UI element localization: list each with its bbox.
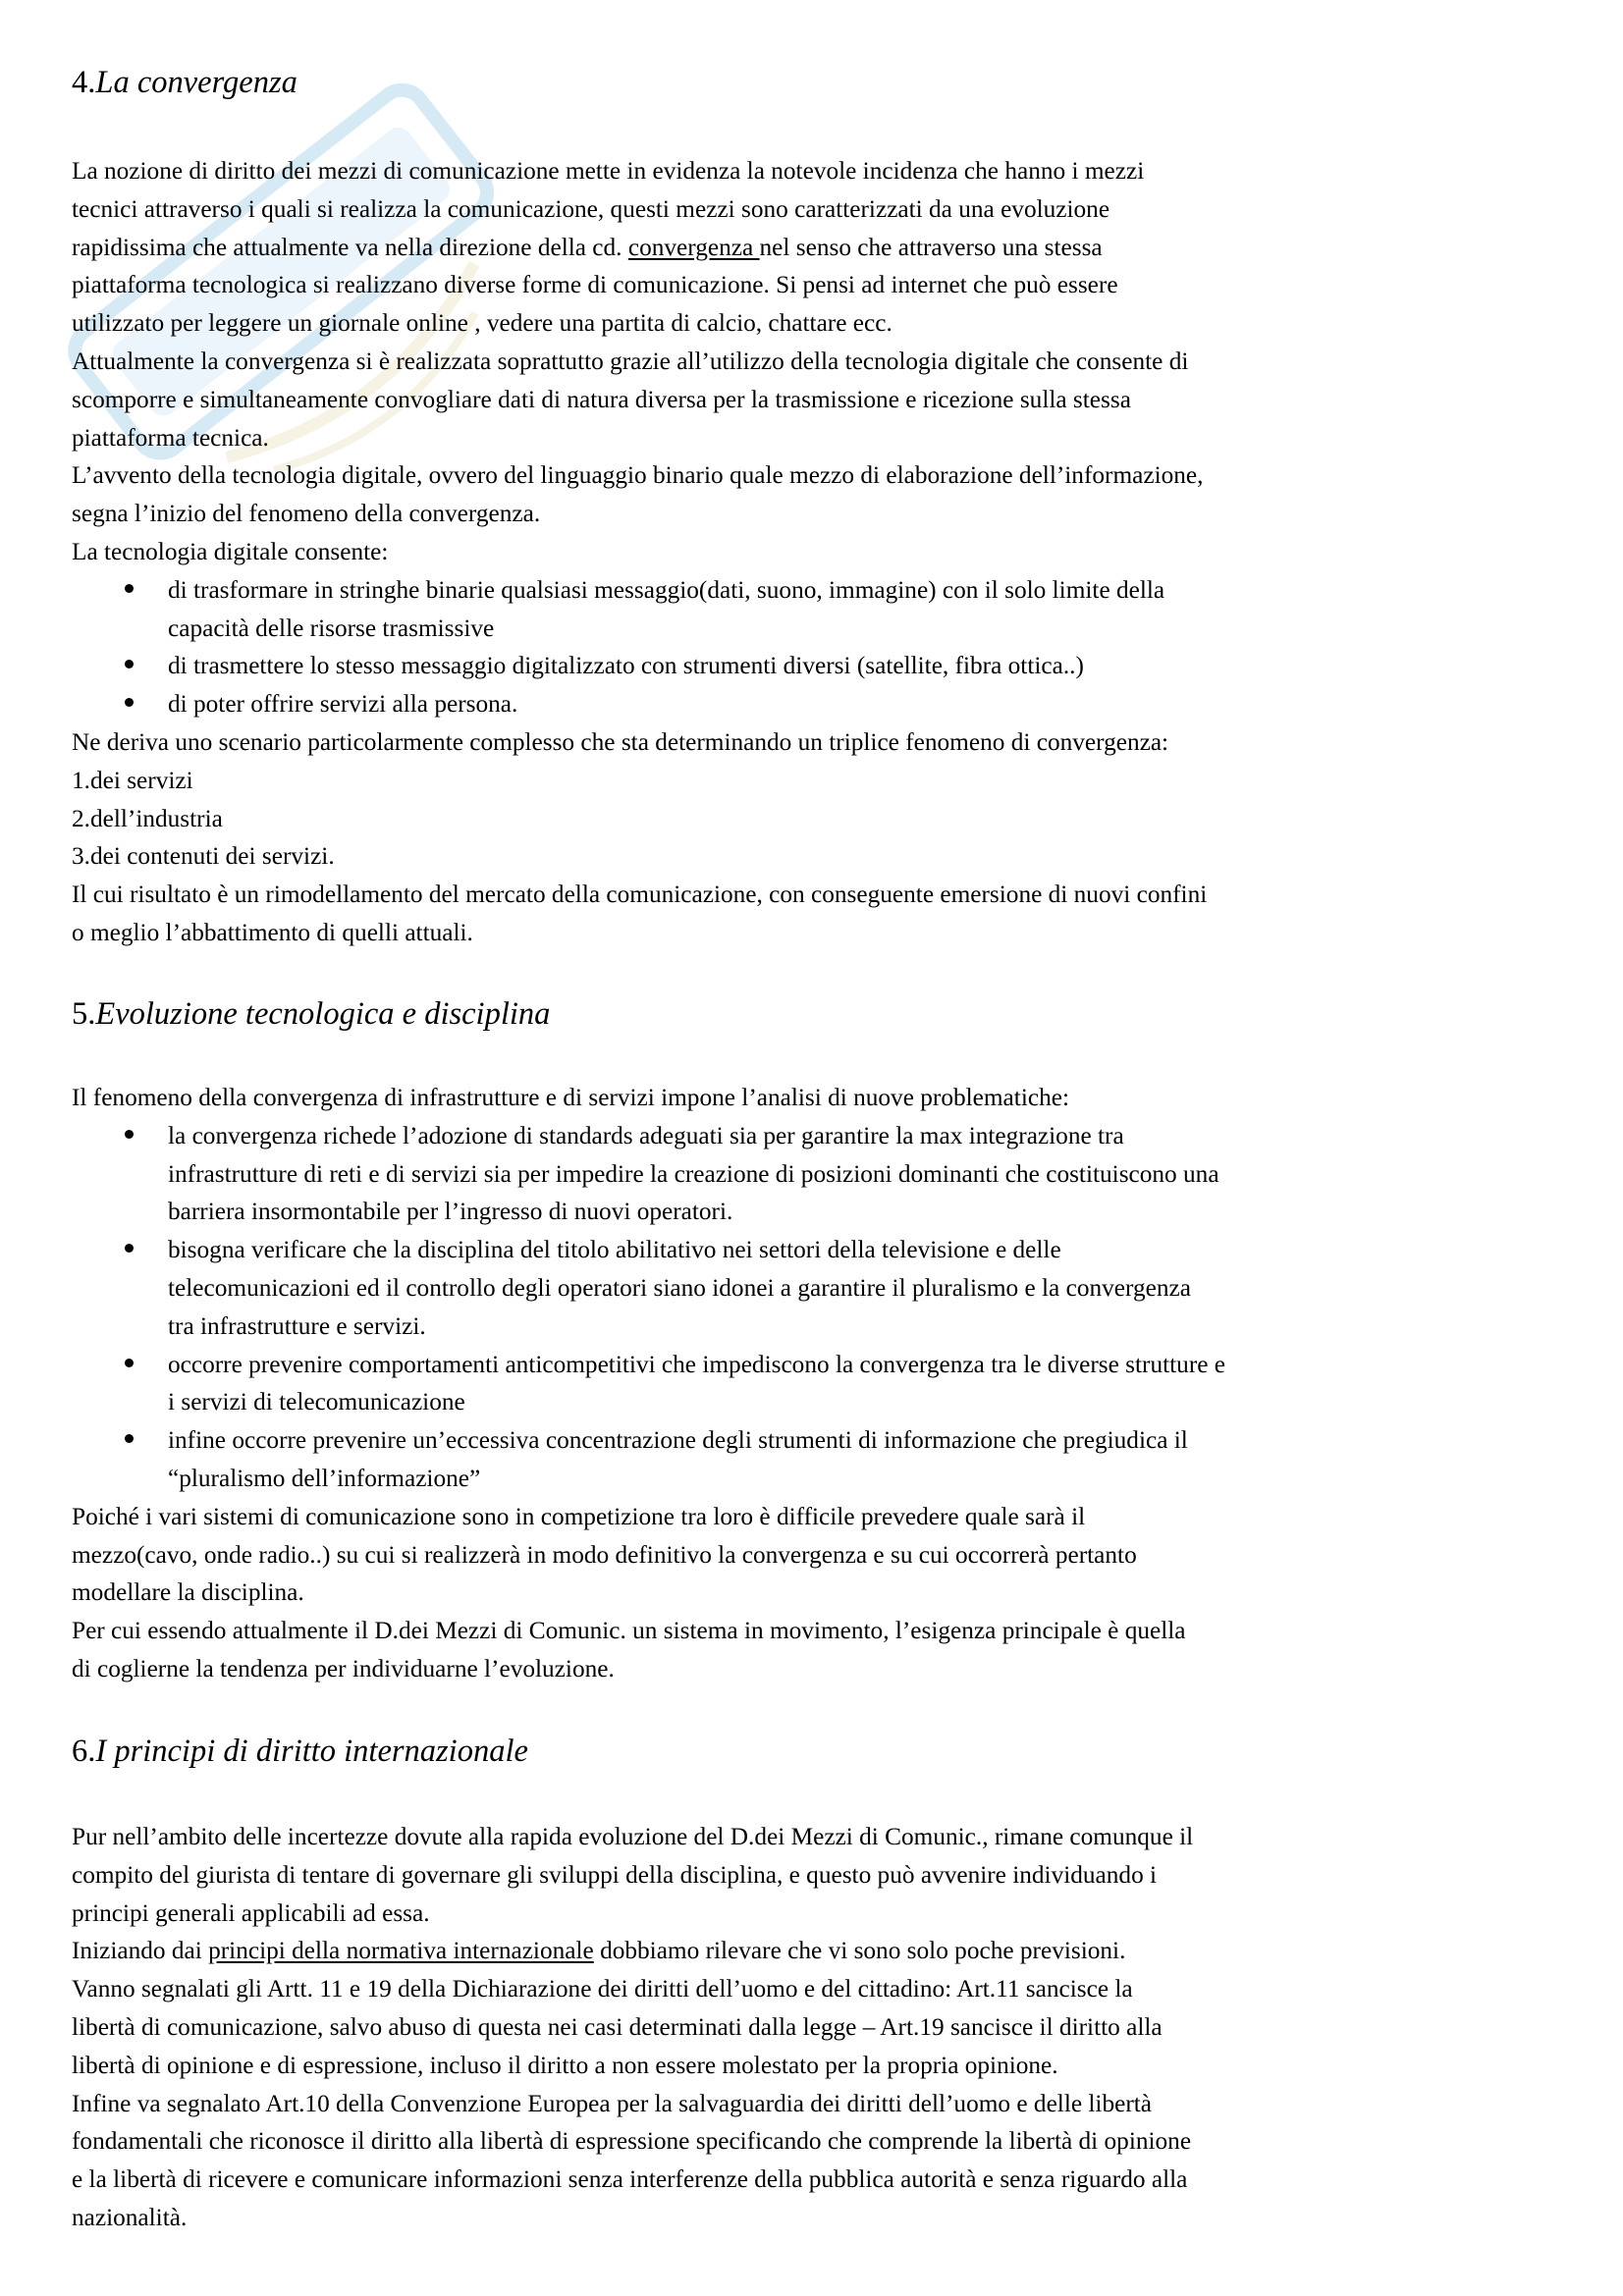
- text-line: nazionalità.: [72, 2203, 188, 2231]
- text-line: 3.dei contenuti dei servizi.: [72, 842, 335, 871]
- text-line: principi generali applicabili ad essa.: [72, 1898, 430, 1927]
- text-line: scomporre e simultaneamente convogliare dati di natura diversa per la trasmissione e ricezione sulla stessa: [72, 385, 1131, 413]
- text-line: 2.dell’industria: [72, 804, 223, 832]
- section-heading-5: 5.Evoluzione tecnologica e disciplina: [72, 996, 551, 1032]
- section-heading-6: 6.I principi di diritto internazionale: [72, 1734, 528, 1769]
- list-item: occorre prevenire comportamenti anticompetitivi che impediscono la convergenza tra le diverse strutture e i servizi di telecomunicazione: [72, 1346, 1584, 1422]
- text-line: utilizzato per leggere un giornale online , vedere una partita di calcio, chattare ecc.: [72, 309, 893, 338]
- text-line: fondamentali che riconosce il diritto alla libertà di espressione specificando che comprende la libertà di opinione: [72, 2127, 1192, 2156]
- text-line: Il cui risultato è un rimodellamento del mercato della comunicazione, con conseguente emersione di nuovi confini: [72, 881, 1208, 909]
- list-item: di poter offrire servizi alla persona.: [72, 685, 1584, 723]
- text-line: La nozione di diritto dei mezzi di comunicazione mette in evidenza la notevole incidenza che hanno i mezzi: [72, 157, 1145, 185]
- text-line: Infine va segnalato Art.10 della Convenzione Europea per la salvaguardia dei diritti dell’uomo e delle libertà: [72, 2089, 1153, 2117]
- text-line: Ne deriva uno scenario particolarmente complesso che sta determinando un triplice fenomeno di convergenza:: [72, 727, 1169, 756]
- text-line: Il fenomeno della convergenza di infrastrutture e di servizi impone l’analisi di nuove problematiche:: [72, 1084, 1069, 1111]
- section-6-body: [72, 1818, 1584, 2237]
- text-line: piattaforma tecnica.: [72, 423, 269, 452]
- section-heading-4: 4.La convergenza: [72, 65, 298, 100]
- text-line: rapidissima che attualmente va nella direzione della cd. convergenza nel senso che attraverso una stessa: [72, 233, 1103, 261]
- text-line: Attualmente la convergenza si è realizzata soprattutto grazie all’utilizzo della tecnologia digitale che consente di: [72, 347, 1189, 375]
- underlined-term: convergenza: [627, 233, 760, 261]
- bullet-icon: [125, 660, 134, 668]
- text-line: mezzo(cavo, onde radio..) su cui si realizzerà in modo definitivo la convergenza e su cui occorrerà pertanto: [72, 1540, 1137, 1569]
- text-line: tecnici attraverso i quali si realizza la comunicazione, questi mezzi sono caratterizzati da una evoluzione: [72, 194, 1110, 223]
- text-line: di coglierne la tendenza per individuarne l’evoluzione.: [72, 1654, 615, 1682]
- text-line: segna l’inizio del fenomeno della convergenza.: [72, 500, 541, 528]
- text-line: Per cui essendo attualmente il D.dei Mezzi di Comunic. un sistema in movimento, l’esigenza principale è quella: [72, 1617, 1186, 1645]
- text-line: modellare la disciplina.: [72, 1578, 304, 1607]
- bullet-icon: [125, 698, 134, 707]
- bullet-icon: [125, 584, 134, 593]
- text-line: La tecnologia digitale consente:: [72, 537, 389, 565]
- list-item: infine occorre prevenire un’eccessiva concentrazione degli strumenti di informazione che pregiudica il “pluralismo dell’informazione”: [72, 1421, 1584, 1498]
- text-line: libertà di opinione e di espressione, incluso il diritto a non essere molestato per la propria opinione.: [72, 2051, 1058, 2079]
- text-line: compito del giurista di tentare di governare gli sviluppi della disciplina, e questo può avvenire individuando i: [72, 1860, 1158, 1889]
- list-item: di trasmettere lo stesso messaggio digitalizzato con strumenti diversi (satellite, fibra ottica..): [72, 647, 1584, 685]
- bullet-list: [72, 571, 1584, 723]
- bullet-icon: [125, 1359, 134, 1367]
- list-item: bisogna verificare che la disciplina del titolo abilitativo nei settori della televisione e delle telecomunicazioni ed il controllo degli operatori siano idonei a garantire il pluralismo e la convergenza tra infrastrutture e servizi.: [72, 1231, 1584, 1345]
- bullet-icon: [125, 1244, 134, 1253]
- text-line: Pur nell’ambito delle incertezze dovute alla rapida evoluzione del D.dei Mezzi di Comunic., rimane comunque il: [72, 1823, 1194, 1850]
- text-line: piattaforma tecnologica si realizzano diverse forme di comunicazione. Si pensi ad internet che può essere: [72, 271, 1118, 299]
- text-line: Poiché i vari sistemi di comunicazione sono in competizione tra loro è difficile prevedere quale sarà il: [72, 1502, 1086, 1530]
- bullet-icon: [125, 1130, 134, 1139]
- text-line: libertà di comunicazione, salvo abuso di questa nei casi determinati dalla legge – Art.19 sancisce il diritto alla: [72, 2012, 1163, 2041]
- text-line: 1.dei servizi: [72, 766, 193, 794]
- text-line: e la libertà di ricevere e comunicare informazioni senza interferenze della pubblica autorità e senza riguardo alla: [72, 2165, 1188, 2194]
- section-4-body: [72, 152, 1584, 952]
- underlined-term: principi della normativa internazionale: [208, 1937, 594, 1965]
- text-line: L’avvento della tecnologia digitale, ovvero del linguaggio binario quale mezzo di elaborazione dell’informazione,: [72, 461, 1204, 490]
- text-line: Vanno segnalati gli Artt. 11 e 19 della Dichiarazione dei diritti dell’uomo e del cittadino: Art.11 sancisce la: [72, 1975, 1133, 2003]
- list-item: la convergenza richede l’adozione di standards adeguati sia per garantire la max integrazione tra infrastrutture di reti e di servizi sia per impedire la creazione di posizioni dominanti che costituiscono una barriera insormontabile per l’ingresso di nuovi operatori.: [72, 1117, 1584, 1231]
- bullet-list: [72, 1117, 1584, 1498]
- section-5-body: [72, 1079, 1584, 1688]
- list-item: di trasformare in stringhe binarie qualsiasi messaggio(dati, suono, immagine) con il solo limite della capacità delle risorse trasmissive: [72, 571, 1584, 648]
- text-line: Iniziando dai principi della normativa internazionale dobbiamo rilevare che vi sono solo poche previsioni.: [72, 1937, 1126, 1965]
- bullet-icon: [125, 1434, 134, 1443]
- text-line: o meglio l’abbattimento di quelli attuali.: [72, 918, 473, 946]
